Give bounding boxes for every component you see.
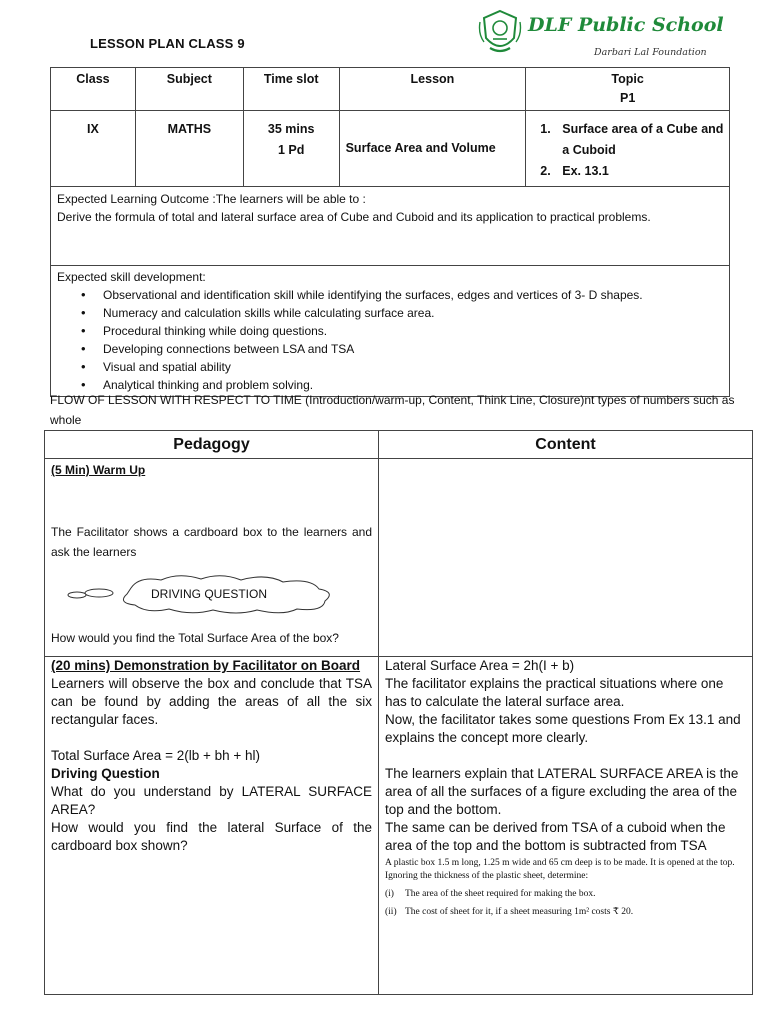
skill-item: • Procedural thinking while doing questions.: [79, 322, 723, 340]
subject-value: MATHS: [135, 111, 243, 187]
lesson-value: Surface Area and Volume: [339, 111, 526, 187]
topic-number: 2.: [540, 164, 551, 178]
lsa-formula: Lateral Surface Area = 2h(I + b): [385, 658, 575, 673]
topic-item: [540, 161, 725, 182]
topic-value: [526, 111, 730, 187]
header-content: Content: [379, 431, 753, 459]
school-emblem-icon: [476, 8, 524, 58]
skill-item: • Observational and identification skill while identifying the surfaces, edges and vertices of 3- D shapes.: [79, 286, 723, 304]
school-logo: [476, 8, 726, 64]
topic-item: [540, 119, 725, 161]
time-slot-value: [243, 111, 339, 187]
class-value: IX: [51, 111, 136, 187]
header-lesson: Lesson: [339, 68, 526, 111]
header-class: Class: [51, 68, 136, 111]
skill-item: • Visual and spatial ability: [79, 358, 723, 376]
warmup-content-cell: [379, 459, 753, 657]
excerpt-item: [385, 906, 746, 919]
header-topic-label: Topic: [611, 72, 644, 86]
demo-title: (20 mins) Demonstration by Facilitator on Board: [51, 658, 361, 673]
excerpt-item-number: (ii): [385, 907, 397, 917]
excerpt-item-number: (i): [385, 889, 394, 899]
excerpt-item-text: The cost of sheet for it, if a sheet measuring 1m² costs ₹ 20.: [405, 907, 634, 917]
header-topic-sub: P1: [619, 91, 636, 105]
school-name: DLF Public School: [528, 14, 724, 36]
textbook-question-excerpt: [385, 857, 746, 919]
content-paragraph-4: The same can be derived from TSA of a cuboid when the area of the top and the bottom is subtracted from TSA: [385, 820, 726, 853]
excerpt-item-text: The area of the sheet required for making the box.: [405, 889, 596, 899]
demo-observe-text: Learners will observe the box and conclude that TSA can be found by adding the areas of all the six rectangular faces.: [51, 676, 372, 727]
info-value-row: [51, 111, 730, 187]
header-topic: [526, 68, 730, 111]
foundation-name: Darbari Lal Foundation: [594, 47, 707, 58]
demonstration-row: [45, 657, 753, 995]
driving-question-heading: Driving Question: [51, 766, 160, 781]
skills-row: [51, 266, 730, 397]
lesson-info-table: [50, 67, 730, 397]
skills-cell: [51, 266, 730, 397]
time-slot-duration: 35 mins: [267, 122, 315, 136]
warmup-row: [45, 459, 753, 657]
demo-block: [45, 657, 378, 855]
header-subject: Subject: [135, 68, 243, 111]
info-header-row: [51, 68, 730, 111]
warmup-pedagogy-cell: [45, 459, 379, 657]
warmup-question: How would you find the Total Surface Area of the box?: [51, 631, 339, 645]
skill-item: • Analytical thinking and problem solving.: [79, 376, 723, 394]
warmup-title: (5 Min) Warm Up: [51, 463, 146, 477]
skill-item: • Developing connections between LSA and TSA: [79, 340, 723, 358]
excerpt-item: [385, 888, 746, 901]
demo-pedagogy-cell: [45, 657, 379, 995]
flow-of-lesson-text: FLOW OF LESSON WITH RESPECT TO TIME (Introduction/warm-up, Content, Think Line, Closure)nt types of numbers such as whole: [50, 393, 735, 427]
cloud-label: DRIVING QUESTION: [151, 587, 268, 601]
skill-item: • Numeracy and calculation skills while calculating surface area.: [79, 304, 723, 322]
time-slot-periods: 1 Pd: [277, 143, 305, 157]
skills-heading: Expected skill development:: [57, 270, 206, 284]
driving-question-cloud: [61, 574, 343, 614]
content-paragraph-1: The facilitator explains the practical situations where one has to calculate the lateral surface area.: [385, 676, 724, 709]
driving-question-1: What do you understand by LATERAL SURFACE AREA?: [51, 784, 372, 817]
page-title: LESSON PLAN CLASS 9: [90, 36, 245, 51]
driving-question-2: How would you find the lateral Surface of the cardboard box shown?: [51, 820, 372, 853]
tsa-formula: Total Surface Area = 2(lb + bh + hl): [51, 748, 260, 763]
content-paragraph-3: The learners explain that LATERAL SURFACE AREA is the area of all the surfaces of a figure excluding the area of the top and the bottom.: [385, 766, 739, 817]
skills-list: [79, 286, 723, 394]
header-pedagogy: Pedagogy: [45, 431, 379, 459]
topic-number: 1.: [540, 122, 551, 136]
learning-outcome-cell: [51, 187, 730, 266]
main-header-row: [45, 431, 753, 459]
warmup-block: [45, 459, 378, 649]
topic-text: Surface area of a Cube and a Cuboid: [562, 122, 724, 157]
excerpt-intro: A plastic box 1.5 m long, 1.25 m wide and 65 cm deep is to be made. It is opened at the top. Ignoring the thickness of the plastic sheet, determine:: [385, 858, 735, 881]
outcome-text: Derive the formula of total and lateral surface area of Cube and Cuboid and its application to practical problems.: [57, 210, 651, 224]
content-paragraph-2: Now, the facilitator takes some questions From Ex 13.1 and explains the concept more clearly.: [385, 712, 741, 745]
outcome-heading: Expected Learning Outcome :The learners will be able to :: [57, 192, 366, 206]
outcome-row: [51, 187, 730, 266]
demo-content-cell: [379, 657, 753, 995]
header-time-slot: Time slot: [243, 68, 339, 111]
demo-content-block: [379, 657, 752, 919]
pedagogy-content-table: [44, 430, 753, 995]
topic-text: Ex. 13.1: [562, 164, 609, 178]
warmup-text: The Facilitator shows a cardboard box to the learners and ask the learners: [51, 525, 372, 559]
